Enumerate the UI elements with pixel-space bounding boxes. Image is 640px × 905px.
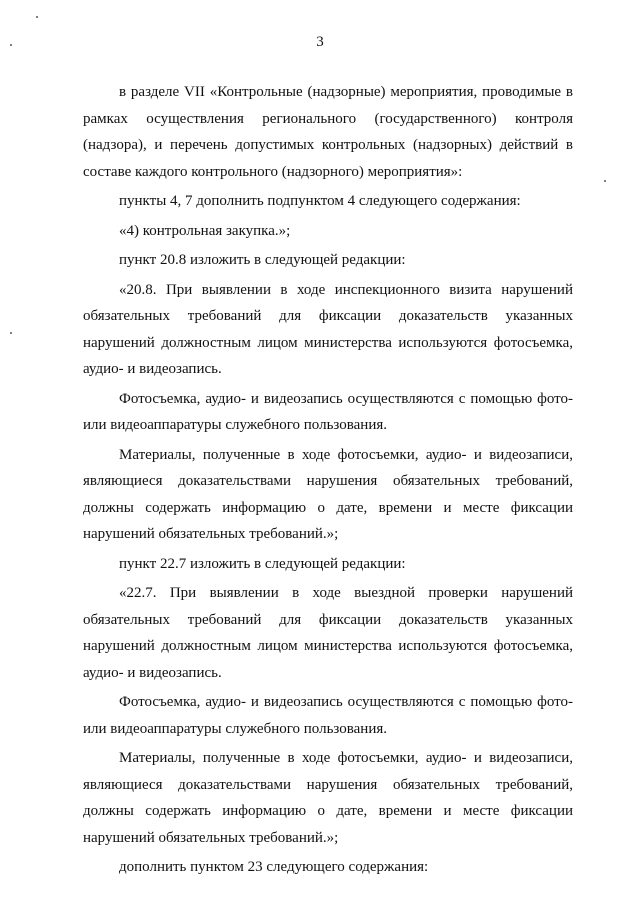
paragraph: Фотосъемка, аудио- и видеозапись осуществляются с помощью фото- или видеоаппаратуры служебного пользования. — [83, 390, 573, 433]
paragraph: «22.7. При выявлении в ходе выездной проверки нарушений обязательных требований для фиксации доказательств указанных нарушений должностным лицом министерства используются фотосъемка, аудио- и видеозапись. — [83, 585, 573, 681]
scan-speck — [10, 332, 12, 334]
paragraph: Материалы, полученные в ходе фотосъемки, аудио- и видеозаписи, являющиеся доказательствами нарушения обязательных требований, должны содержать информацию о дате, времени и месте фиксации нарушений обязательных требований.»; — [83, 750, 573, 846]
paragraph: пункт 20.8 изложить в следующей редакции: — [119, 252, 406, 268]
document-body — [83, 79, 573, 881]
paragraph: в разделе VII «Контрольные (надзорные) мероприятия, проводимые в рамках осуществления регионального (государственного) контроля (надзора), и перечень допустимых контрольных (надзорных) действий в составе каждого контрольного (надзорного) мероприятия»: — [83, 84, 573, 180]
paragraph: Фотосъемка, аудио- и видеозапись осуществляются с помощью фото- или видеоаппаратуры служебного пользования. — [83, 694, 573, 737]
paragraph: «20.8. При выявлении в ходе инспекционного визита нарушений обязательных требований для фиксации доказательств указанных нарушений должностным лицом министерства используются фотосъемка, аудио- и видеозапись. — [83, 281, 573, 377]
paragraph: пункт 22.7 изложить в следующей редакции: — [119, 555, 406, 572]
paragraph: дополнить пунктом 23 следующего содержания: — [119, 859, 429, 875]
paragraph: «4) контрольная закупка.»; — [119, 222, 291, 239]
page-number: 3 — [316, 34, 324, 50]
scan-speck — [36, 16, 38, 18]
paragraph: пункты 4, 7 дополнить подпунктом 4 следующего содержания: — [119, 193, 521, 209]
scan-speck — [604, 180, 606, 182]
paragraph: Материалы, полученные в ходе фотосъемки, аудио- и видеозаписи, являющиеся доказательствами нарушения обязательных требований, должны содержать информацию о дате, времени и месте фиксации нарушений обязательных требований.»; — [83, 446, 573, 542]
